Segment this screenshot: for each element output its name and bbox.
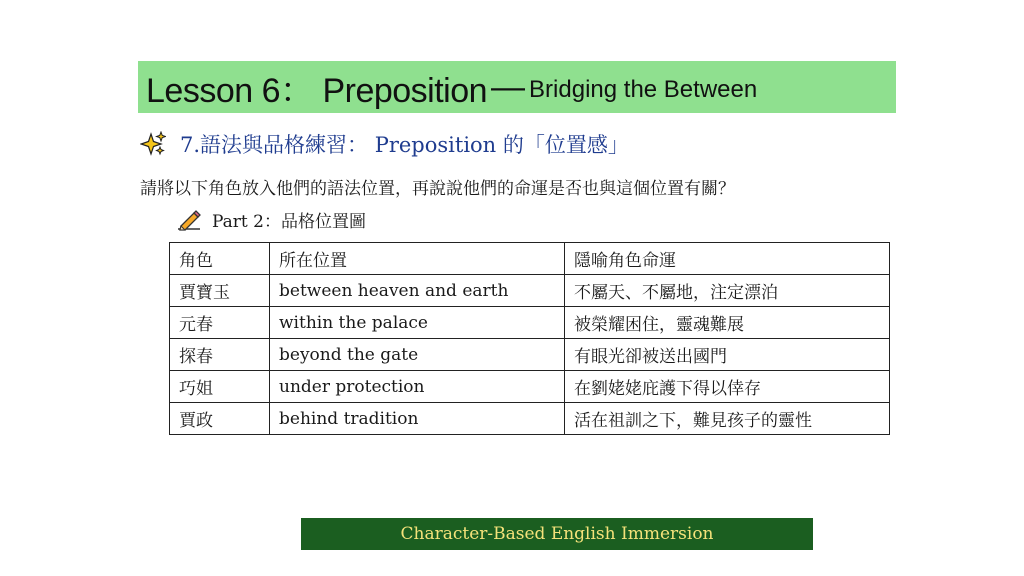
cell-fate: 被榮耀困住，靈魂難展	[565, 307, 890, 339]
cell-position: within the palace	[270, 307, 565, 339]
cell-character: 賈政	[170, 403, 270, 435]
cell-position: behind tradition	[270, 403, 565, 435]
table-row	[170, 339, 890, 371]
sparkles-icon	[140, 131, 166, 157]
part-label: Part 2：品格位置圖	[212, 212, 366, 232]
footer-banner	[301, 518, 813, 550]
part-heading	[176, 207, 366, 232]
cell-character: 探春	[170, 339, 270, 371]
footer-label: Character-Based English Immersion	[400, 524, 714, 544]
cell-position: under protection	[270, 371, 565, 403]
lesson-title-banner	[138, 61, 896, 113]
table-row	[170, 275, 890, 307]
cell-fate: 有眼光卻被送出國門	[565, 339, 890, 371]
cell-position: between heaven and earth	[270, 275, 565, 307]
cell-fate: 不屬天、不屬地，注定漂泊	[565, 275, 890, 307]
table-header-row	[170, 243, 890, 275]
header-fate: 隱喻角色命運	[565, 243, 890, 275]
section-label: 7.語法與品格練習： Preposition 的「位置感」	[180, 133, 629, 157]
cell-character: 賈寶玉	[170, 275, 270, 307]
section-heading	[140, 129, 629, 159]
cell-fate: 在劉姥姥庇護下得以倖存	[565, 371, 890, 403]
table-row	[170, 307, 890, 339]
lesson-title: Lesson 6： Preposition	[146, 71, 488, 110]
table-row	[170, 403, 890, 435]
character-position-table	[169, 242, 890, 435]
cell-character: 元春	[170, 307, 270, 339]
title-dash: —	[491, 67, 526, 106]
lesson-subtitle: Bridging the Between	[529, 76, 758, 103]
table-row	[170, 371, 890, 403]
header-character: 角色	[170, 243, 270, 275]
cell-position: beyond the gate	[270, 339, 565, 371]
header-position: 所在位置	[270, 243, 565, 275]
pencil-icon	[176, 209, 202, 231]
cell-fate: 活在祖訓之下，難見孩子的靈性	[565, 403, 890, 435]
cell-character: 巧姐	[170, 371, 270, 403]
instruction-question: 請將以下角色放入他們的語法位置，再說說他們的命運是否也與這個位置有關？	[140, 179, 735, 199]
